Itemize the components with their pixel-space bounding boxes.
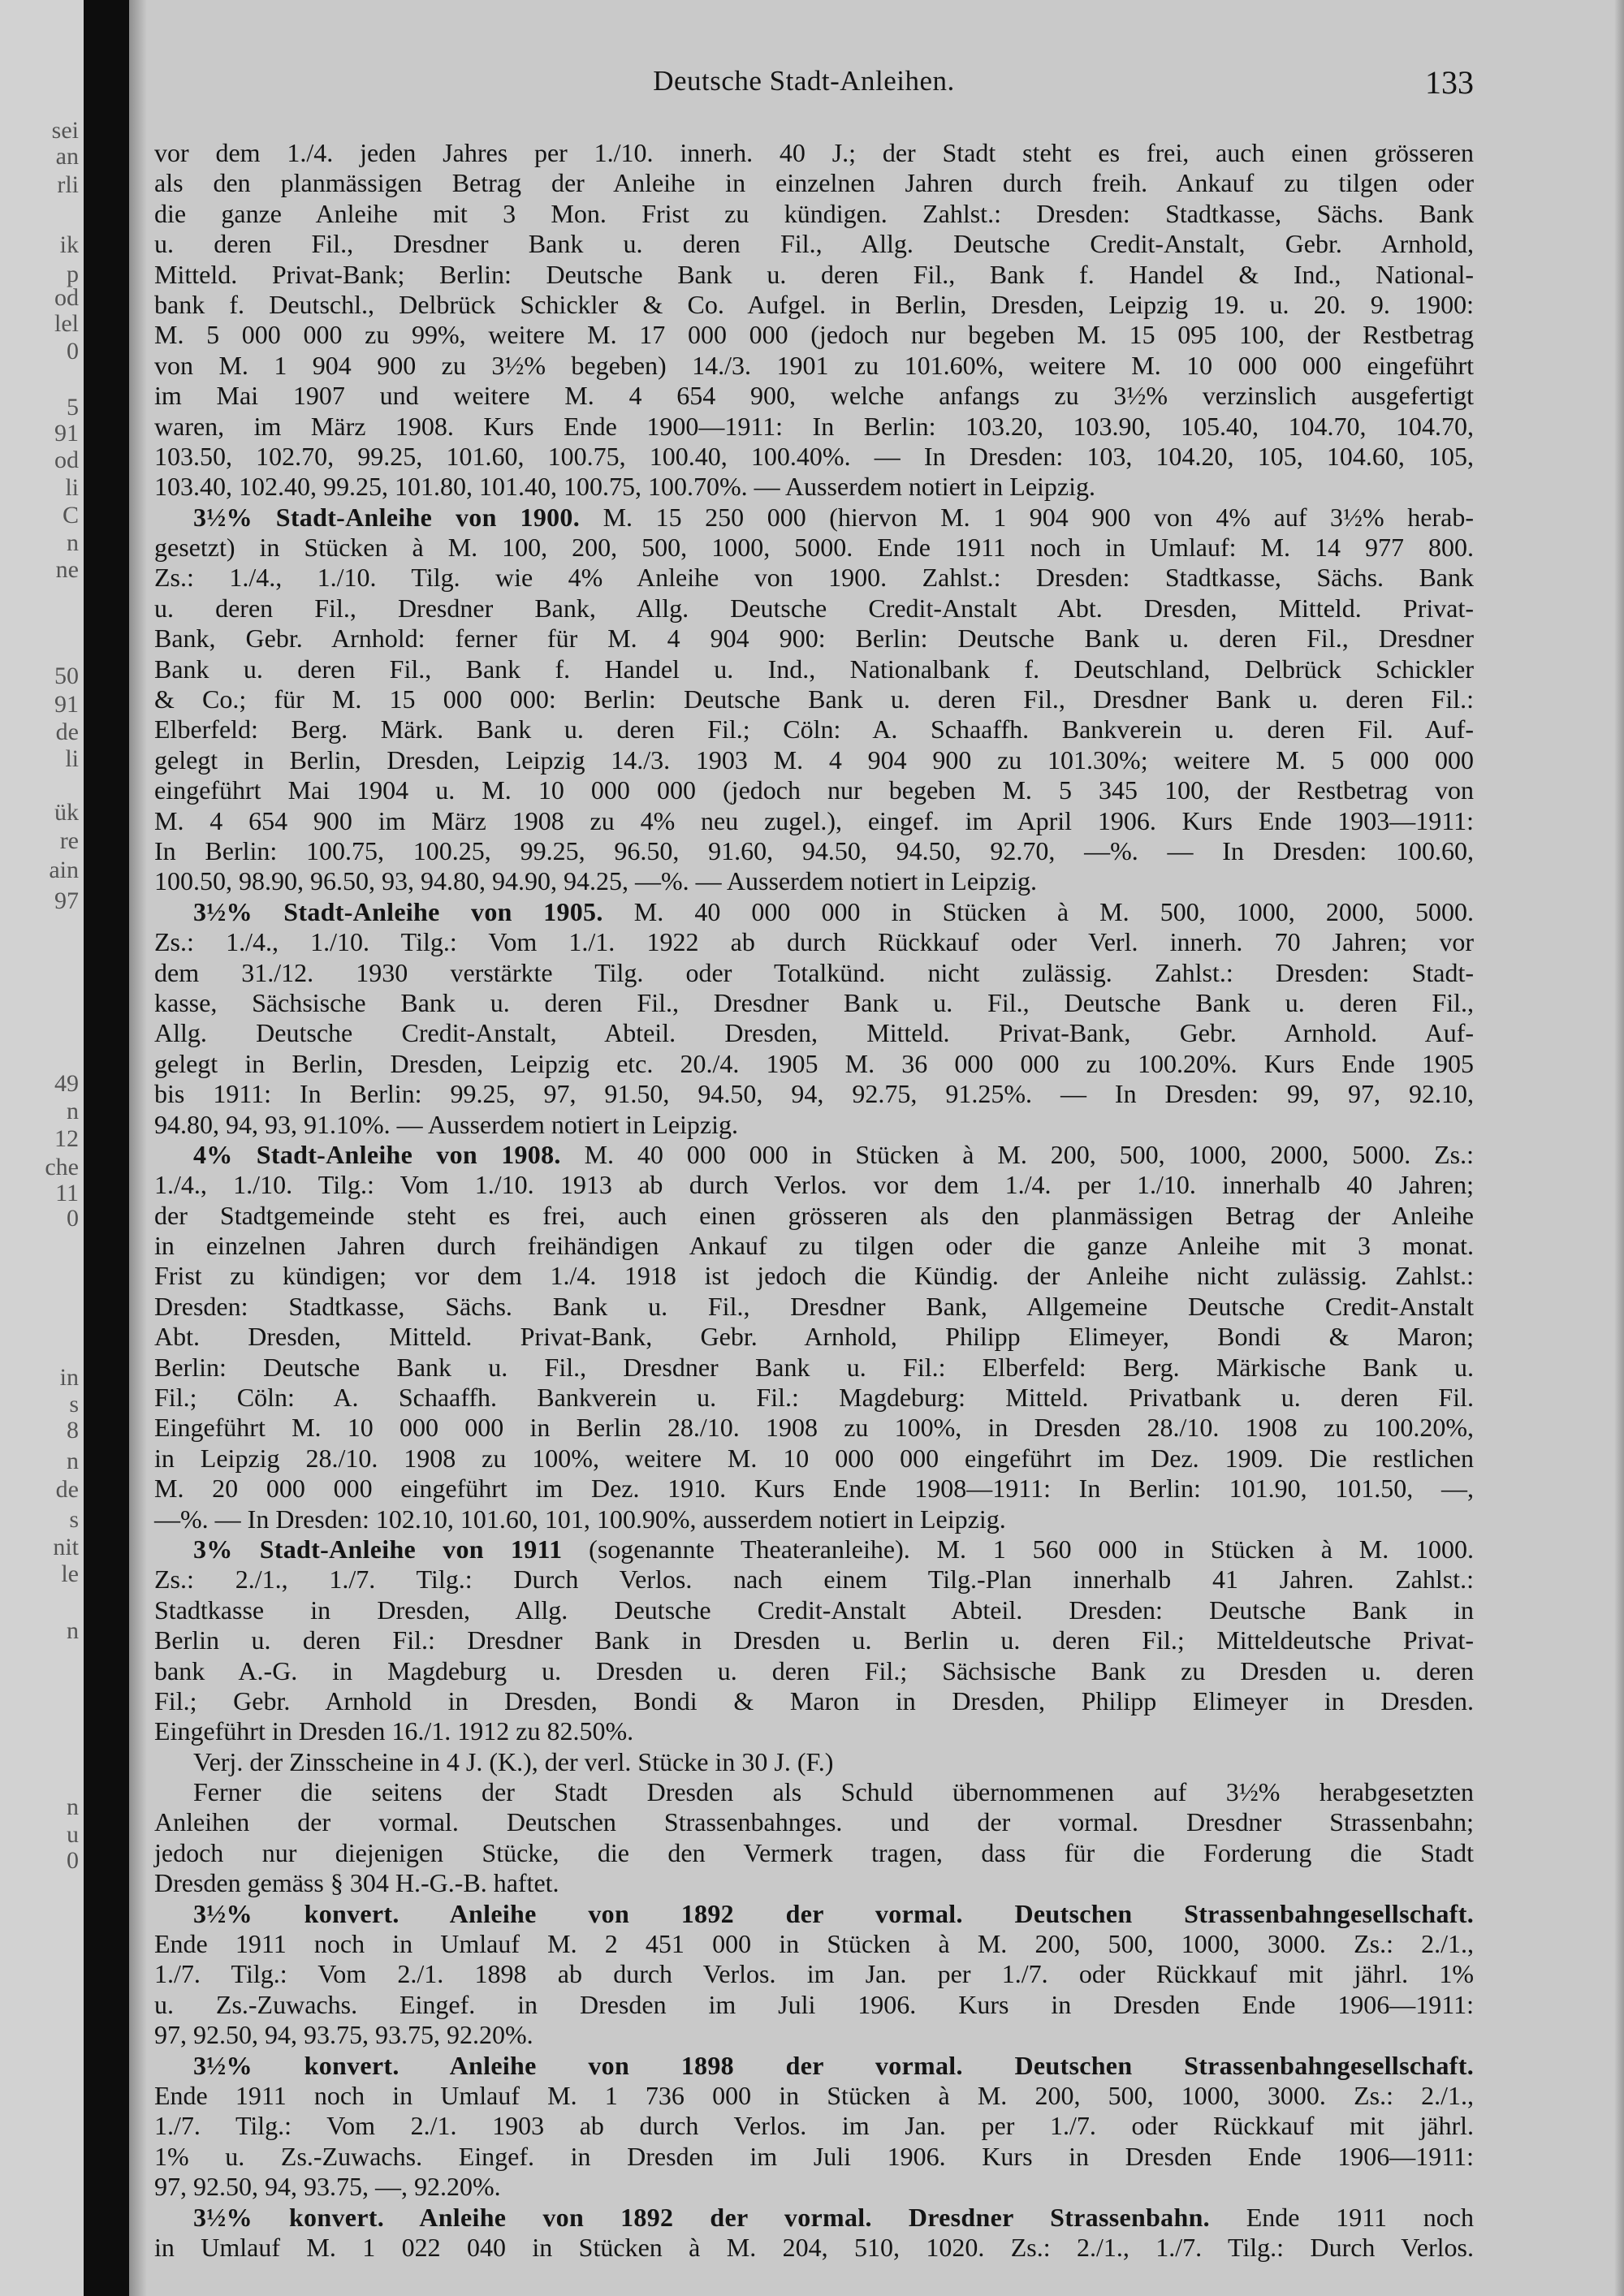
line-text: Abt. Dresden, Mitteld. Privat-Bank, Gebr. Arnhold, Philipp Elimeyer, Bondi & Maron;	[154, 1322, 1474, 1352]
line-text: bis 1911: In Berlin: 99.25, 97, 91.50, 94.50, 94, 92.75, 91.25%. — In Dresden: 99, 97, 92.10,	[154, 1079, 1474, 1109]
line-text: die ganze Anleihe mit 3 Mon. Frist zu kündigen. Zahlst.: Dresden: Stadtkasse, Sächs. Bank	[154, 198, 1474, 228]
text-line	[154, 1595, 1474, 1625]
line-text: Zs.: 1./4., 1./10. Tilg. wie 4% Anleihe von 1900. Zahlst.: Dresden: Stadtkasse, Sächs. Bank	[154, 563, 1474, 593]
text-line	[154, 1353, 1474, 1383]
section-heading-line	[154, 897, 1474, 927]
text-line	[154, 714, 1474, 744]
adjacent-page-fragment: ne	[55, 556, 79, 583]
line-text: Ende 1911 noch in Umlauf M. 1 736 000 in Stücken à M. 200, 500, 1000, 3000. Zs.: 2./1.,	[154, 2081, 1474, 2110]
line-text: Eingeführt in Dresden 16./1. 1912 zu 82.50%.	[154, 1716, 634, 1746]
adjacent-page-fragment: in	[59, 1364, 79, 1391]
line-text: 1./7. Tilg.: Vom 2./1. 1898 ab durch Verlos. im Jan. per 1./7. oder Rückkauf mit jährl. 1%	[154, 1959, 1474, 1989]
text-line	[154, 1747, 1474, 1777]
text-line	[154, 412, 1474, 442]
line-text: M. 4 654 900 im März 1908 zu 4% neu zugel.), eingef. im April 1906. Kurs Ende 1903—1911:	[154, 805, 1474, 835]
text-line	[154, 654, 1474, 684]
adjacent-page-fragment: de	[55, 1476, 79, 1503]
text-line	[154, 1929, 1474, 1959]
line-text: M. 15 250 000 (hiervon M. 1 904 900 von 4% auf 3½% herab-	[580, 502, 1474, 532]
adjacent-page-fragment: rli	[57, 171, 79, 198]
adjacent-page-fragment: s	[69, 1506, 79, 1533]
line-text: bank f. Deutschl., Delbrück Schickler & Co. Aufgel. in Berlin, Dresden, Leipzig 19. u. 20. 9. 1900:	[154, 289, 1474, 319]
line-text: 103.40, 102.40, 99.25, 101.80, 101.40, 100.75, 100.70%. — Ausserdem notiert in Leipzig.	[154, 472, 1096, 502]
line-text: 97, 92.50, 94, 93.75, —, 92.20%.	[154, 2172, 501, 2202]
adjacent-page-fragment: ük	[54, 799, 79, 826]
adjacent-page-fragment: C	[62, 502, 79, 529]
text-line	[154, 1231, 1474, 1261]
adjacent-page-fragment: che	[45, 1154, 79, 1180]
text-line	[154, 806, 1474, 836]
adjacent-page-fragment: li	[65, 474, 79, 501]
text-line	[154, 563, 1474, 593]
text-line	[154, 1383, 1474, 1413]
loan-title: 3½% Stadt-Anleihe von 1900.	[193, 502, 581, 532]
line-text: u. deren Fil., Dresdner Bank u. deren Fil., Allg. Deutsche Credit-Anstalt, Gebr. Arnhold,	[154, 229, 1474, 259]
adjacent-page-fragment: 5	[67, 394, 79, 421]
adjacent-page-fragment: 50	[54, 662, 79, 689]
book-gutter	[84, 0, 129, 2296]
line-text: 1./4., 1./10. Tilg.: Vom 1./10. 1913 ab durch Verlos. vor dem 1./4. per 1./10. innerhalb 40 Jahren;	[154, 1170, 1474, 1200]
line-text: kasse, Sächsische Bank u. deren Fil., Dresdner Bank u. Fil., Deutsche Bank u. deren Fil.,	[154, 987, 1474, 1017]
text-line	[154, 2233, 1474, 2263]
line-text: & Co.; für M. 15 000 000: Berlin: Deutsche Bank u. deren Fil., Dresdner Bank u. deren Fil.:	[154, 684, 1474, 714]
section-heading-line	[154, 1140, 1474, 1170]
text-line	[154, 775, 1474, 805]
line-text: von M. 1 904 900 zu 3½% begeben) 14./3. 1901 zu 101.60%, weitere M. 10 000 000 eingeführt	[154, 350, 1474, 380]
line-text: Verj. der Zinsscheine in 4 J. (K.), der verl. Stücke in 30 J. (F.)	[193, 1746, 834, 1776]
line-text: M. 40 000 000 in Stücken à M. 500, 1000, 2000, 5000.	[603, 896, 1475, 926]
text-line	[154, 1110, 1474, 1140]
text-line	[154, 381, 1474, 411]
text-line	[154, 988, 1474, 1018]
adjacent-page-fragment: n	[67, 1448, 79, 1474]
section-heading-line	[154, 503, 1474, 533]
adjacent-page-fragment: 0	[67, 1847, 79, 1874]
section-heading-line	[154, 1899, 1474, 1929]
text-line	[154, 320, 1474, 350]
text-line	[154, 472, 1474, 502]
adjacent-page-fragment: re	[59, 827, 79, 854]
line-text: In Berlin: 100.75, 100.25, 99.25, 96.50, 91.60, 94.50, 94.50, 92.70, —%. — In Dresden: 100.60,	[154, 835, 1474, 865]
line-text: der Stadtgemeinde steht es frei, auch einen grösseren als den planmässigen Betrag der Anleihe	[154, 1200, 1474, 1230]
adjacent-page-fragment: 0	[67, 338, 79, 365]
line-text: vor dem 1./4. jeden Jahres per 1./10. innerh. 40 J.; der Stadt steht es frei, auch einen grösseren	[154, 138, 1474, 167]
section-heading-line	[154, 1534, 1474, 1564]
adjacent-page-fragment: od	[54, 447, 79, 473]
adjacent-page-fragment: s	[69, 1391, 79, 1418]
line-text: Fil.; Gebr. Arnhold in Dresden, Bondi & Maron in Dresden, Philipp Elimeyer in Dresden.	[154, 1685, 1474, 1716]
text-line	[154, 1474, 1474, 1504]
line-text: in einzelnen Jahren durch freihändigen Ankauf zu tilgen oder die ganze Anleihe mit 3 monat.	[154, 1231, 1474, 1261]
adjacent-page-fragment: ik	[59, 231, 79, 258]
line-text: M. 20 000 000 eingeführt im Dez. 1910. Kurs Ende 1908—1911: In Berlin: 101.90, 101.50, —,	[154, 1474, 1474, 1504]
line-text: 94.80, 94, 93, 91.10%. — Ausserdem notiert in Leipzig.	[154, 1109, 739, 1139]
adjacent-page-fragment: lel	[54, 310, 79, 337]
text-line	[154, 1838, 1474, 1868]
page-edge-shadow	[1614, 0, 1624, 2296]
adjacent-page-fragment: 91	[54, 420, 79, 447]
page-number: 133	[1425, 64, 1474, 101]
adjacent-page-fragment: 97	[54, 887, 79, 914]
text-line	[154, 1868, 1474, 1898]
line-text: in Leipzig 28./10. 1908 zu 100%, weitere M. 10 000 000 eingeführt im Dez. 1909. Die restlichen	[154, 1443, 1474, 1473]
text-line	[154, 2020, 1474, 2050]
text-line	[154, 1959, 1474, 1989]
line-text: Elberfeld: Berg. Märk. Bank u. deren Fil.; Cöln: A. Schaaffh. Bankverein u. deren Fil. Auf-	[154, 714, 1474, 744]
line-text: Dresden: Stadtkasse, Sächs. Bank u. Fil., Dresdner Bank, Allgemeine Deutsche Credit-Anstalt	[154, 1291, 1474, 1321]
line-text: Fil.; Cöln: A. Schaaffh. Bankverein u. Fil.: Magdeburg: Mitteld. Privatbank u. deren Fil.	[154, 1383, 1474, 1413]
adjacent-page-fragment: u	[67, 1821, 79, 1848]
line-text: Bank, Gebr. Arnhold: ferner für M. 4 904 900: Berlin: Deutsche Bank u. deren Fil., Dresdner	[154, 624, 1474, 654]
text-line	[154, 1292, 1474, 1322]
adjacent-page-fragment: 8	[67, 1417, 79, 1444]
text-line	[154, 836, 1474, 866]
text-line	[154, 168, 1474, 198]
section-heading-line	[154, 2051, 1474, 2081]
text-line	[154, 2172, 1474, 2202]
line-text: Zs.: 1./4., 1./10. Tilg.: Vom 1./1. 1922 ab durch Rückkauf oder Verl. innerh. 70 Jahren; vor	[154, 927, 1474, 957]
text-line	[154, 1777, 1474, 1807]
text-line	[154, 593, 1474, 624]
text-line	[154, 1625, 1474, 1655]
line-text: Berlin: Deutsche Bank u. Fil., Dresdner Bank u. Fil.: Elberfeld: Berg. Märkische Bank u.	[154, 1352, 1474, 1382]
adjacent-page-fragment: 0	[67, 1205, 79, 1232]
adjacent-page-fragment: sei	[51, 117, 79, 144]
line-text: jedoch nur diejenigen Stücke, die den Vermerk tragen, dass für die Forderung die Stadt	[154, 1837, 1474, 1867]
text-line	[154, 1444, 1474, 1474]
adjacent-page-fragment: n	[67, 1617, 79, 1644]
text-line	[154, 1686, 1474, 1716]
line-text: dem 31./12. 1930 verstärkte Tilg. oder Totalkünd. nicht zulässig. Zahlst.: Dresden: Stadt-	[154, 957, 1474, 987]
line-text: (sogenannte Theateranleihe). M. 1 560 000 in Stücken à M. 1000.	[562, 1534, 1475, 1564]
adjacent-page-fragment: od	[54, 284, 79, 311]
line-text: Ferner die seitens der Stadt Dresden als Schuld übernommenen auf 3½% herabgesetzten	[193, 1777, 1474, 1807]
line-text: M. 40 000 000 in Stücken à M. 200, 500, 1000, 2000, 5000. Zs.:	[560, 1139, 1475, 1169]
text-line	[154, 533, 1474, 563]
adjacent-page-fragment: an	[55, 143, 79, 170]
adjacent-page-fragment: le	[61, 1560, 79, 1587]
running-head: Deutsche Stadt-Anleihen.	[653, 65, 955, 97]
text-line	[154, 1018, 1474, 1048]
line-text: Frist zu kündigen; vor dem 1./4. 1918 ist jedoch die Kündig. der Anleihe nicht zulässig. Zahlst.:	[154, 1261, 1474, 1291]
adjacent-page-fragment: 91	[54, 691, 79, 718]
text-line	[154, 2111, 1474, 2141]
line-text: Eingeführt M. 10 000 000 in Berlin 28./10. 1908 zu 100%, in Dresden 28./10. 1908 zu 100.20%,	[154, 1413, 1474, 1443]
line-text: 97, 92.50, 94, 93.75, 93.75, 92.20%.	[154, 2020, 533, 2050]
line-text: Allg. Deutsche Credit-Anstalt, Abteil. Dresden, Mitteld. Privat-Bank, Gebr. Arnhold. Auf-	[154, 1018, 1474, 1048]
line-text: Anleihen der vormal. Deutschen Strassenbahnges. und der vormal. Dresdner Strassenbahn;	[154, 1807, 1474, 1837]
loan-title: 3½% konvert. Anleihe von 1892 der vormal. Dresdner Strassenbahn.	[193, 2202, 1210, 2232]
line-text: gesetzt) in Stücken à M. 100, 200, 500, 1000, 5000. Ende 1911 noch in Umlauf: M. 14 977 800.	[154, 533, 1474, 563]
text-line	[154, 1079, 1474, 1109]
adjacent-page-fragment: li	[65, 745, 79, 772]
line-text: Bank u. deren Fil., Bank f. Handel u. Ind., Nationalbank f. Deutschland, Delbrück Schickler	[154, 654, 1474, 684]
line-text: u. deren Fil., Dresdner Bank, Allg. Deutsche Credit-Anstalt Abt. Dresden, Mitteld. Privat-	[154, 593, 1474, 623]
text-line	[154, 927, 1474, 957]
line-text: u. Zs.-Zuwachs. Eingef. in Dresden im Juli 1906. Kurs in Dresden Ende 1906—1911:	[154, 1989, 1474, 2019]
line-text: im Mai 1907 und weitere M. 4 654 900, welche anfangs zu 3½% verzinslich ausgefertigt	[154, 381, 1474, 411]
loan-title: 3½% Stadt-Anleihe von 1905.	[193, 896, 603, 926]
adjacent-page-fragment: 11	[55, 1180, 79, 1206]
text-line	[154, 138, 1474, 168]
text-line	[154, 199, 1474, 229]
text-line	[154, 745, 1474, 775]
text-line	[154, 290, 1474, 320]
text-line	[154, 1322, 1474, 1352]
adjacent-page-fragment: de	[55, 719, 79, 745]
text-line	[154, 442, 1474, 472]
text-line	[154, 1564, 1474, 1595]
line-text: Mitteld. Privat-Bank; Berlin: Deutsche Bank u. deren Fil., Bank f. Handel & Ind., National-	[154, 259, 1474, 289]
loan-title: 4% Stadt-Anleihe von 1908.	[193, 1139, 561, 1169]
adjacent-page-fragment: n	[67, 1793, 79, 1820]
adjacent-page-fragment: p	[67, 261, 79, 287]
line-text: Dresden gemäss § 304 H.-G.-B. haftet.	[154, 1868, 559, 1898]
line-text: Ende 1911 noch in Umlauf M. 2 451 000 in Stücken à M. 200, 500, 1000, 3000. Zs.: 2./1.,	[154, 1929, 1474, 1959]
loan-title: 3½% konvert. Anleihe von 1898 der vormal. Deutschen Strassenbahngesellschaft.	[193, 2050, 1474, 2080]
line-text: in Umlauf M. 1 022 040 in Stücken à M. 204, 510, 1020. Zs.: 2./1., 1./7. Tilg.: Durch Verlos.	[154, 2232, 1474, 2262]
text-line	[154, 260, 1474, 290]
text-line	[154, 1990, 1474, 2020]
line-text: gelegt in Berlin, Dresden, Leipzig 14./3. 1903 M. 4 904 900 zu 101.30%; weitere M. 5 000 000	[154, 744, 1474, 775]
text-line	[154, 1413, 1474, 1443]
text-line	[154, 2081, 1474, 2111]
adjacent-page-fragment: n	[67, 1098, 79, 1124]
adjacent-page-fragment: 12	[54, 1125, 79, 1152]
line-text: gelegt in Berlin, Dresden, Leipzig etc. 20./4. 1905 M. 36 000 000 zu 100.20%. Kurs Ende 1905	[154, 1048, 1474, 1078]
gutter-shadow	[129, 0, 147, 2296]
adjacent-page-fragment: nit	[53, 1534, 79, 1560]
line-text: 100.50, 98.90, 96.50, 93, 94.80, 94.90, 94.25, —%. — Ausserdem notiert in Leipzig.	[154, 866, 1038, 896]
text-line	[154, 2142, 1474, 2172]
text-line	[154, 1170, 1474, 1200]
line-text: waren, im März 1908. Kurs Ende 1900—1911: In Berlin: 103.20, 103.90, 105.40, 104.70, 104.70,	[154, 411, 1474, 441]
line-text: eingeführt Mai 1904 u. M. 10 000 000 (jedoch nur begeben M. 5 345 100, der Restbetrag von	[154, 775, 1474, 805]
text-line	[154, 1261, 1474, 1291]
line-text: Stadtkasse in Dresden, Allg. Deutsche Credit-Anstalt Abteil. Dresden: Deutsche Bank in	[154, 1595, 1474, 1625]
loan-title: 3% Stadt-Anleihe von 1911	[193, 1534, 563, 1564]
text-line	[154, 1807, 1474, 1837]
line-text: bank A.-G. in Magdeburg u. Dresden u. deren Fil.; Sächsische Bank zu Dresden u. deren	[154, 1655, 1474, 1685]
line-text: —%. — In Dresden: 102.10, 101.60, 101, 100.90%, ausserdem notiert in Leipzig.	[154, 1504, 1006, 1534]
text-line	[154, 624, 1474, 654]
loan-title: 3½% konvert. Anleihe von 1892 der vormal. Deutschen Strassenbahngesellschaft.	[193, 1898, 1474, 1928]
line-text: als den planmässigen Betrag der Anleihe in einzelnen Jahren durch freih. Ankauf zu tilgen oder	[154, 168, 1474, 198]
line-text: 103.50, 102.70, 99.25, 101.60, 100.75, 100.40, 100.40%. — In Dresden: 103, 104.20, 105, 104.60, 105,	[154, 441, 1474, 471]
text-line	[154, 684, 1474, 714]
text-line	[154, 351, 1474, 381]
adjacent-page-fragment: n	[67, 529, 79, 556]
text-line	[154, 866, 1474, 896]
line-text: Ende 1911 noch	[1209, 2202, 1475, 2232]
line-text: M. 5 000 000 zu 99%, weitere M. 17 000 000 (jedoch nur begeben M. 15 095 100, der Restbetrag	[154, 320, 1474, 350]
text-line	[154, 1504, 1474, 1534]
text-line	[154, 958, 1474, 988]
line-text: 1./7. Tilg.: Vom 2./1. 1903 ab durch Verlos. im Jan. per 1./7. oder Rückkauf mit jährl.	[154, 2111, 1474, 2141]
adjacent-page-fragment: ain	[49, 857, 79, 883]
adjacent-page-fragment: 49	[54, 1070, 79, 1097]
text-line	[154, 1716, 1474, 1746]
text-line	[154, 229, 1474, 259]
line-text: Zs.: 2./1., 1./7. Tilg.: Durch Verlos. nach einem Tilg.-Plan innerhalb 41 Jahren. Zahlst.:	[154, 1564, 1474, 1595]
adjacent-page-edge	[0, 0, 84, 2296]
text-line	[154, 1049, 1474, 1079]
line-text: 1% u. Zs.-Zuwachs. Eingef. in Dresden im Juli 1906. Kurs in Dresden Ende 1906—1911:	[154, 2141, 1474, 2171]
text-line	[154, 1656, 1474, 1686]
page-body-text	[154, 138, 1474, 2263]
line-text: Berlin u. deren Fil.: Dresdner Bank in Dresden u. Berlin u. deren Fil.; Mitteldeutsche Privat-	[154, 1625, 1474, 1655]
section-heading-line	[154, 2203, 1474, 2233]
text-line	[154, 1201, 1474, 1231]
